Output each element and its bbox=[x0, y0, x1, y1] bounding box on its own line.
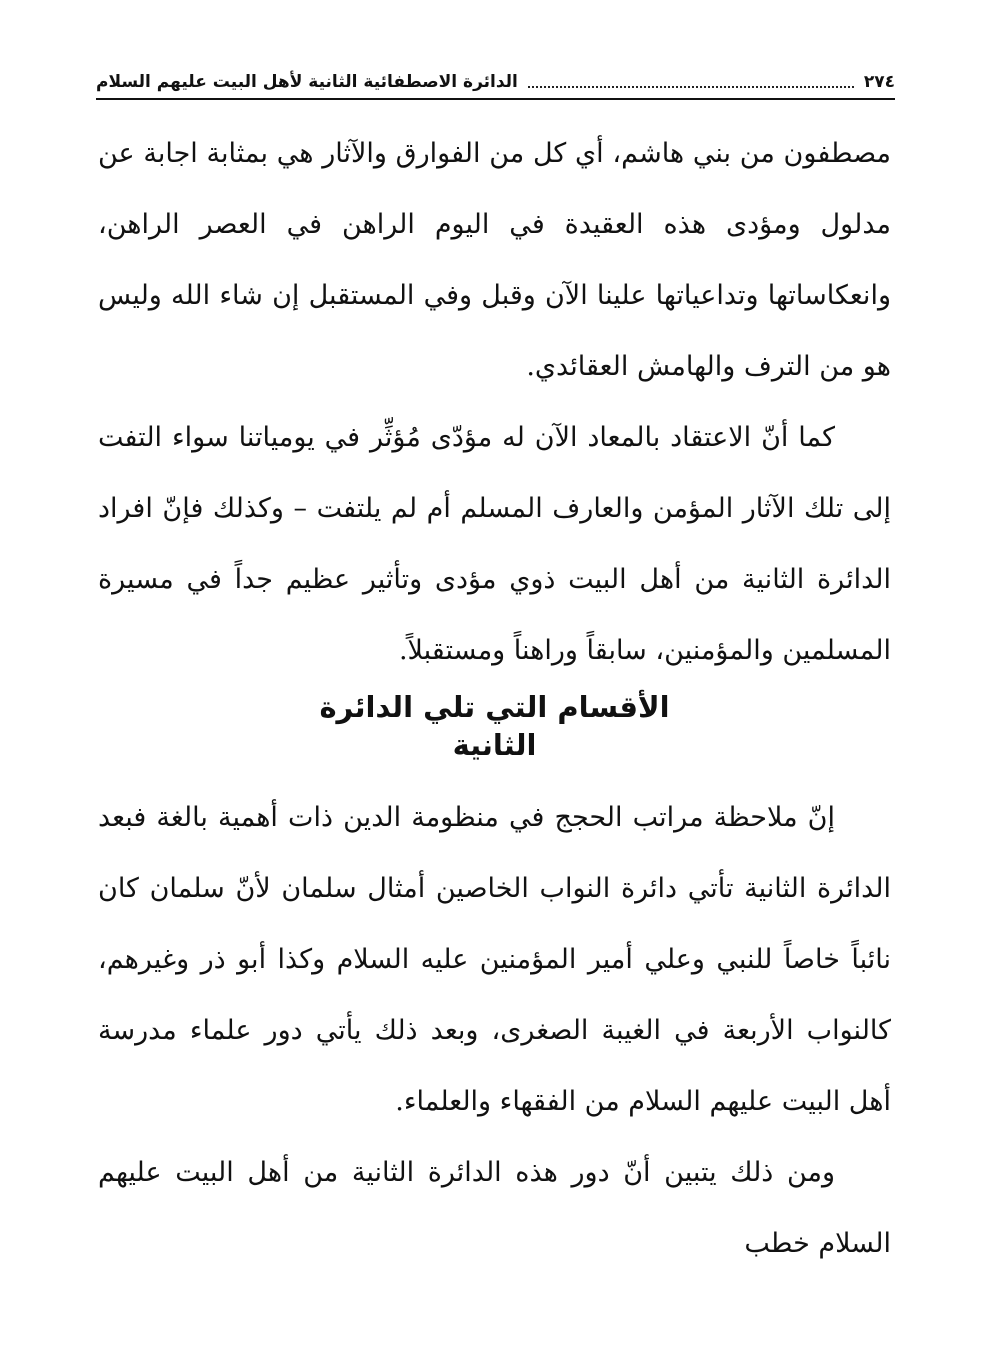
page-number: ٢٧٤ bbox=[863, 72, 895, 92]
section-heading bbox=[98, 688, 891, 782]
header-rule bbox=[96, 98, 895, 100]
running-title: الدائرة الاصطفائية الثانية لأهل البيت عليهم السلام bbox=[96, 72, 518, 92]
body-text bbox=[98, 118, 891, 1279]
header-dot-leader bbox=[528, 85, 854, 88]
paragraph-1: مصطفون من بني هاشم، أي كل من الفوارق والآثار هي بمثابة اجابة عن مدلول ومؤدى هذه العقيدة في اليوم الراهن في العصر الراهن، وانعكاساتها وتداعياتها علينا الآن وقبل وفي المستقبل إن شاء الله وليس هو من الترف والهامش العقائدي. bbox=[98, 138, 891, 382]
section-heading-line-1: الأقسام التي تلي الدائرة bbox=[319, 690, 670, 724]
paragraph-2: كما أنّ الاعتقاد بالمعاد الآن له مؤدّى مُؤثِّر في يومياتنا سواء التفت إلى تلك الآثار المؤمن والعارف المسلم أم لم يلتفت – وكذلك فإنّ افراد الدائرة الثانية من أهل البيت ذوي مؤدى وتأثير عظيم جداً في مسيرة المسلمين والمؤمنين، سابقاً وراهناً ومستقبلاً. bbox=[98, 422, 891, 666]
paragraph-3: إنّ ملاحظة مراتب الحجج في منظومة الدين ذات أهمية بالغة فبعد الدائرة الثانية تأتي دائرة النواب الخاصين أمثال سلمان لأنّ سلمان كان نائباً خاصاً للنبي وعلي أمير المؤمنين عليه السلام وكذا أبو ذر وغيرهم، كالنواب الأربعة في الغيبة الصغرى، وبعد ذلك يأتي دور علماء مدرسة أهل البيت عليهم السلام من الفقهاء والعلماء. bbox=[98, 802, 891, 1117]
section-heading-line-2: الثانية bbox=[452, 728, 537, 762]
paragraph-4: ومن ذلك يتبين أنّ دور هذه الدائرة الثانية من أهل البيت عليهم السلام خطب bbox=[98, 1157, 891, 1259]
running-header bbox=[96, 54, 895, 94]
